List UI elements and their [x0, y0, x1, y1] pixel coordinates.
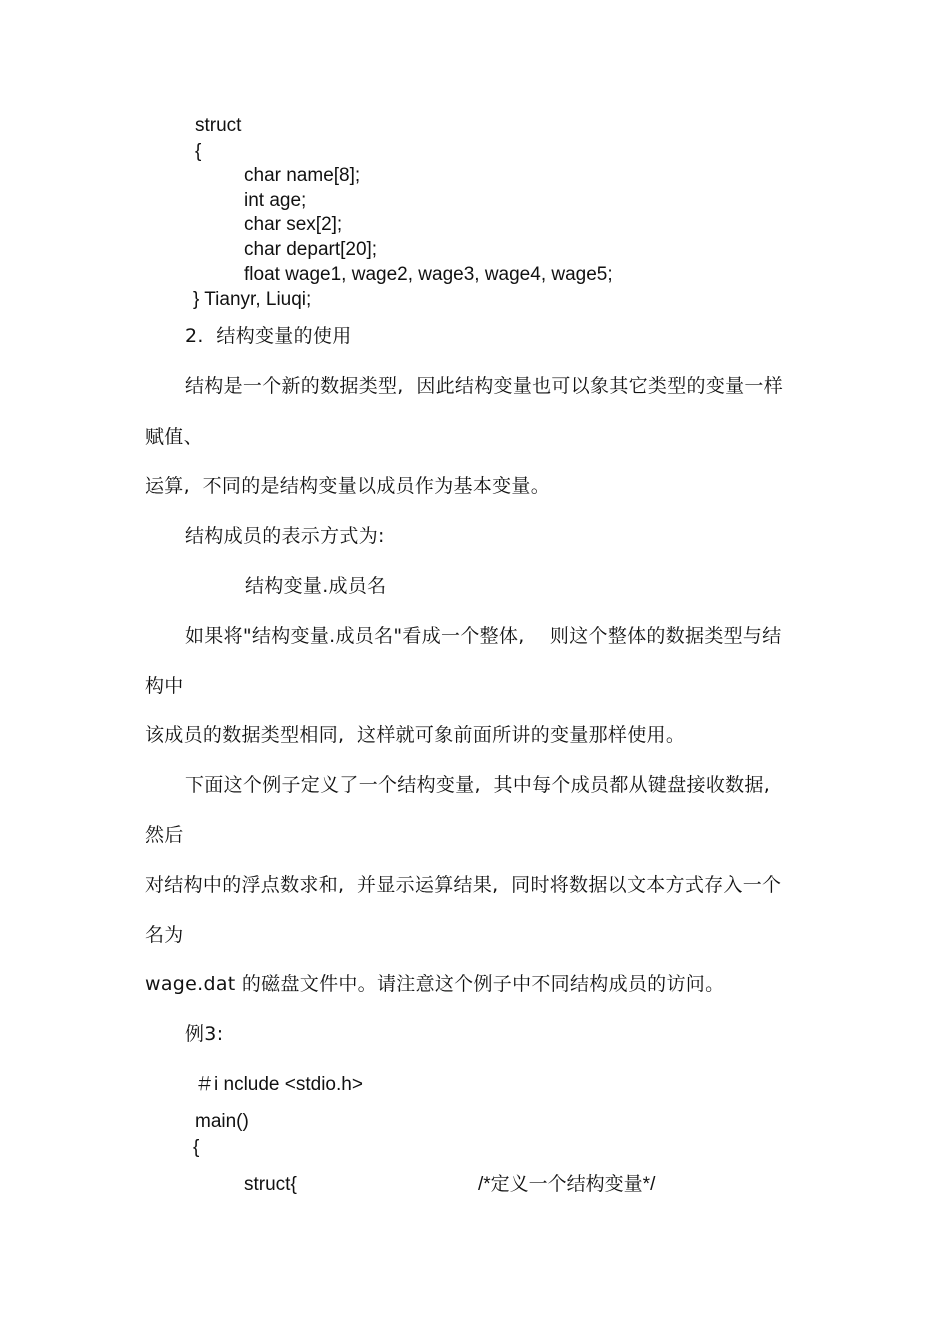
paragraph-line: 结构是一个新的数据类型, 因此结构变量也可以象其它类型的变量一样: [185, 375, 784, 397]
paragraph-line: wage.dat 的磁盘文件中。请注意这个例子中不同结构成员的访问。: [145, 973, 725, 995]
section-heading: 2. 结构变量的使用: [185, 325, 352, 347]
code-line-age: int age;: [244, 190, 307, 211]
code-line-depart: char depart[20];: [244, 239, 378, 260]
code-line-sex: char sex[2];: [244, 214, 343, 235]
code-line-name: char name[8];: [244, 165, 361, 186]
paragraph-line: 对结构中的浮点数求和, 并显示运算结果, 同时将数据以文本方式存入一个: [145, 874, 782, 896]
code-comment: /*定义一个结构变量*/: [478, 1174, 656, 1195]
code-line-open-brace-2: {: [193, 1137, 200, 1158]
code-line-wage: float wage1, wage2, wage3, wage4, wage5;: [244, 264, 613, 285]
code-line-open-brace: {: [195, 141, 202, 162]
member-access-format: 结构变量.成员名: [245, 575, 387, 597]
paragraph-line: 结构成员的表示方式为:: [185, 525, 385, 547]
code-line-close-brace: } Tianyr, Liuqi;: [193, 289, 312, 310]
example-label: 例3:: [185, 1023, 224, 1045]
paragraph-line: 如果将"结构变量.成员名"看成一个整体, 则这个整体的数据类型与结: [185, 625, 782, 647]
code-line-struct-2: struct{: [244, 1174, 297, 1195]
code-line-main: main(): [195, 1111, 249, 1132]
paragraph-line: 下面这个例子定义了一个结构变量, 其中每个成员都从键盘接收数据,: [185, 774, 771, 796]
paragraph-line: 然后: [145, 824, 184, 846]
code-line-include: ＃i nclude <stdio.h>: [195, 1074, 363, 1095]
paragraph-line: 构中: [145, 675, 184, 697]
paragraph-line: 运算, 不同的是结构变量以成员作为基本变量。: [145, 475, 551, 497]
paragraph-line: 赋值、: [145, 426, 203, 448]
paragraph-line: 该成员的数据类型相同, 这样就可象前面所讲的变量那样使用。: [145, 724, 686, 746]
code-line-struct: struct: [195, 115, 242, 136]
paragraph-line: 名为: [145, 924, 184, 946]
